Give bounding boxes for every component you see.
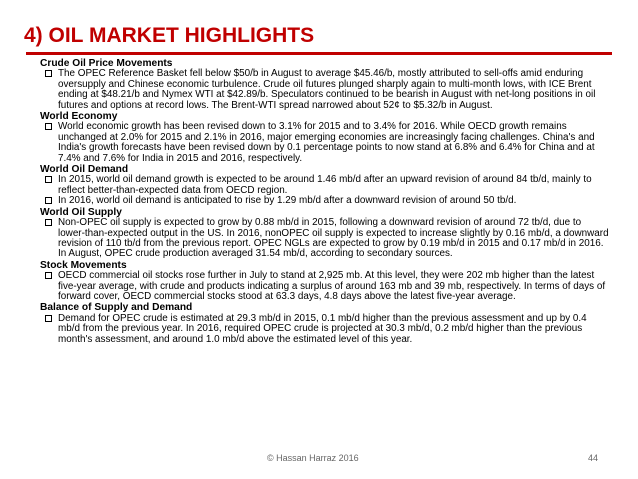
slide-title: 4) OIL MARKET HIGHLIGHTS [24,24,315,47]
bullet-text: In 2015, world oil demand growth is expected to be around 1.46 mb/d after an upward revision of around 84 tb/d, mainly to reflect better-than-expected data from OECD region. [58,174,592,196]
checkbox-bullet-icon [45,315,52,322]
bullet-item [40,122,610,164]
section-heading: World Oil Demand [40,164,129,176]
checkbox-bullet-icon [45,70,52,77]
page-number: 44 [588,453,599,463]
bullet-item [40,218,610,260]
section-crude-oil-price [40,59,610,111]
section-world-oil-demand [40,165,610,207]
section-heading: Balance of Supply and Demand [40,302,193,314]
bullet-text: In 2016, world oil demand is anticipated to rise by 1.29 mb/d after a downward revision of around 50 tb/d. [58,195,517,207]
copyright-text: © Hassan Harraz 2016 [267,453,359,463]
section-balance-supply-demand [40,303,610,345]
bullet-text: OECD commercial oil stocks rose further in July to stand at 2,925 mb. At this level, they were 202 mb higher than the latest five-year average, with crude and products indicating a surplus of around 163 mb and 39 mb, respectively. In terms of days of forward cover, OECD commercial stocks stood at 63.3 days, 4.8 days above the latest five-year average. [58,270,606,302]
section-heading: Stock Movements [40,259,127,271]
section-world-oil-supply [40,208,610,260]
bullet-item [40,314,610,345]
bullet-text: World economic growth has been revised down to 3.1% for 2015 and to 3.4% for 2016. While OECD growth remains unchanged at 2.0% for 2015 and 2.1% in 2016, major emerging economies are increasingly facing challenges. China's and India's growth forecasts have been revised down by 0.1 percentage points to now stand at 6.8% and 6.4% for China and at 7.4% and 7.6% for India in 2015 and 2016, respectively. [58,121,595,164]
section-stock-movements [40,261,610,303]
checkbox-bullet-icon [45,272,52,279]
bullet-item [40,271,610,302]
title-underline [26,52,612,55]
section-world-economy [40,112,610,164]
bullet-text: The OPEC Reference Basket fell below $50/b in August to average $45.46/b, mostly attributed to sell-offs amid enduring oversupply and Chinese economic turbulence. Crude oil futures plunged sharply again to multi-month lows, with ICE Brent ending at $48.21/b and Nymex WTI at $42.89/b. Speculators continued to be bearish in August with net-long positions in oil futures and options at record lows. The Brent-WTI spread narrowed about 52¢ to $5.32/b in August. [58,68,596,111]
bullet-item [40,196,610,206]
checkbox-bullet-icon [45,197,52,204]
section-heading: World Oil Supply [40,206,122,218]
section-heading: Crude Oil Price Movements [40,58,173,69]
bullet-text: Non-OPEC oil supply is expected to grow by 0.88 mb/d in 2015, following a downward revision of around 72 tb/d, due to lower-than-expected output in the US. In 2016, nonOPEC oil supply is expected to increase slightly by 0.16 mb/d, a downward revision of 110 tb/d from the previous report. OPEC NGLs are expected to grow by 0.19 mb/d in 2015 and 0.17 mb/d in 2016. In August, OPEC crude production averaged 31.54 mb/d, according to secondary sources. [58,217,609,260]
checkbox-bullet-icon [45,123,52,130]
bullet-text: Demand for OPEC crude is estimated at 29.3 mb/d in 2015, 0.1 mb/d higher than the previous assessment and up by 0.4 mb/d from the previous year. In 2016, required OPEC crude is projected at 30.3 mb/d, 0.2 mb/d higher than the previous month's assessment, and around 1.0 mb/d above the estimated level of this year. [58,312,587,345]
checkbox-bullet-icon [45,176,52,183]
section-heading: World Economy [40,111,118,123]
bullet-item [40,175,610,196]
slide-content [40,58,610,345]
bullet-item [40,69,610,111]
checkbox-bullet-icon [45,219,52,226]
